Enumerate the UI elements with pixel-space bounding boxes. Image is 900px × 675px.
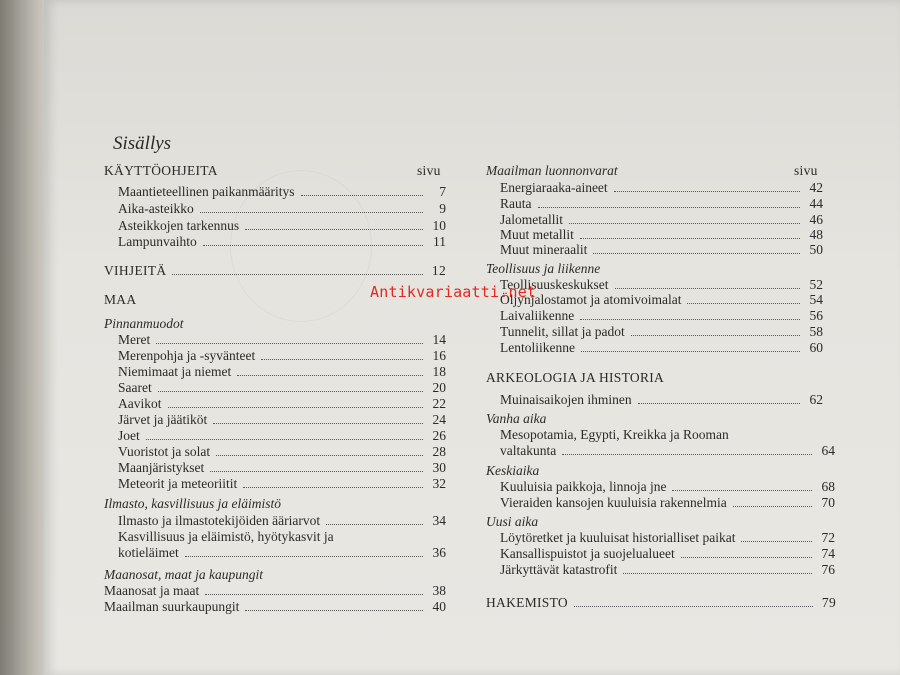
toc-entry-hakemisto: HAKEMISTO 79 [486, 595, 836, 610]
toc-entry: Muinaisaikojen ihminen 62 [500, 392, 823, 407]
toc-entry: Maantieteellinen paikanmääritys 7 [118, 184, 446, 199]
sivu-label-left: sivu [417, 163, 441, 178]
subsection-maanosat: Maanosat, maat ja kaupungit [104, 567, 263, 582]
toc-entry-line: Mesopotamia, Egypti, Kreikka ja Rooman [500, 427, 729, 442]
toc-entry-vihjeita: VIHJEITÄ 12 [104, 263, 446, 278]
subsection-ilmasto: Ilmasto, kasvillisuus ja eläimistö [104, 496, 281, 511]
toc-entry: Meret 14 [118, 332, 446, 347]
toc-entry: Aika-asteikko 9 [118, 201, 446, 216]
toc-entry: Energiaraaka-aineet 42 [500, 180, 823, 195]
toc-entry: Aavikot 22 [118, 396, 446, 411]
toc-entry: Rauta 44 [500, 196, 823, 211]
toc-entry-line: Kasvillisuus ja eläimistö, hyötykasvit ja [118, 529, 334, 544]
subsection-uusi-aika: Uusi aika [486, 514, 539, 529]
toc-entry: Joet 26 [118, 428, 446, 443]
toc-entry: Niemimaat ja niemet 18 [118, 364, 446, 379]
toc-entry: Löytöretket ja kuuluisat historialliset paikat 72 [500, 530, 835, 545]
watermark-text: Antikvariaatti.net [370, 283, 537, 301]
toc-entry: Meteorit ja meteoriitit 32 [118, 476, 446, 491]
subsection-pinnanmuodot: Pinnanmuodot [104, 316, 184, 331]
toc-entry: Öljynjalostamot ja atomivoimalat 54 [500, 292, 823, 307]
toc-entry: Tunnelit, sillat ja padot 58 [500, 324, 823, 339]
toc-entry: Jalometallit 46 [500, 212, 823, 227]
toc-entry: kotieläimet 36 [118, 545, 446, 560]
toc-entry: Merenpohja ja -syvänteet 16 [118, 348, 446, 363]
toc-title: Sisällys [113, 133, 172, 154]
toc-entry: Maanjäristykset 30 [118, 460, 446, 475]
subsection-teollisuus: Teollisuus ja liikenne [486, 261, 601, 276]
toc-entry: Järkyttävät katastrofit 76 [500, 562, 835, 577]
sivu-label-right: sivu [794, 163, 818, 178]
toc-entry: valtakunta 64 [500, 443, 835, 458]
toc-entry: Maailman suurkaupungit 40 [104, 599, 446, 614]
toc-entry: Kansallispuistot ja suojelualueet 74 [500, 546, 835, 561]
section-kayttoohjeita: KÄYTTÖOHJEITA [104, 163, 218, 178]
subsection-vanha-aika: Vanha aika [486, 411, 547, 426]
section-maa: MAA [104, 292, 137, 307]
toc-entry: Vuoristot ja solat 28 [118, 444, 446, 459]
toc-entry: Lampunvaihto 11 [118, 234, 446, 249]
section-arkeologia: ARKEOLOGIA JA HISTORIA [486, 370, 665, 385]
toc-entry: Järvet ja jäätiköt 24 [118, 412, 446, 427]
toc-entry: Vieraiden kansojen kuuluisia rakennelmia 70 [500, 495, 835, 510]
toc-entry: Lentoliikenne 60 [500, 340, 823, 355]
toc-entry: Ilmasto ja ilmastotekijöiden ääriarvot 34 [118, 513, 446, 528]
subsection-luonnonvarat: Maailman luonnonvarat [486, 163, 618, 178]
toc-entry: Saaret 20 [118, 380, 446, 395]
toc-entry: Muut mineraalit 50 [500, 242, 823, 257]
subsection-keskiaika: Keskiaika [486, 463, 540, 478]
toc-entry: Maanosat ja maat 38 [104, 583, 446, 598]
toc-entry: Asteikkojen tarkennus 10 [118, 218, 446, 233]
toc-entry: Laivaliikenne 56 [500, 308, 823, 323]
toc-entry: Kuuluisia paikkoja, linnoja jne 68 [500, 479, 835, 494]
toc-entry: Teollisuuskeskukset 52 [500, 277, 823, 292]
toc-entry: Muut metallit 48 [500, 227, 823, 242]
